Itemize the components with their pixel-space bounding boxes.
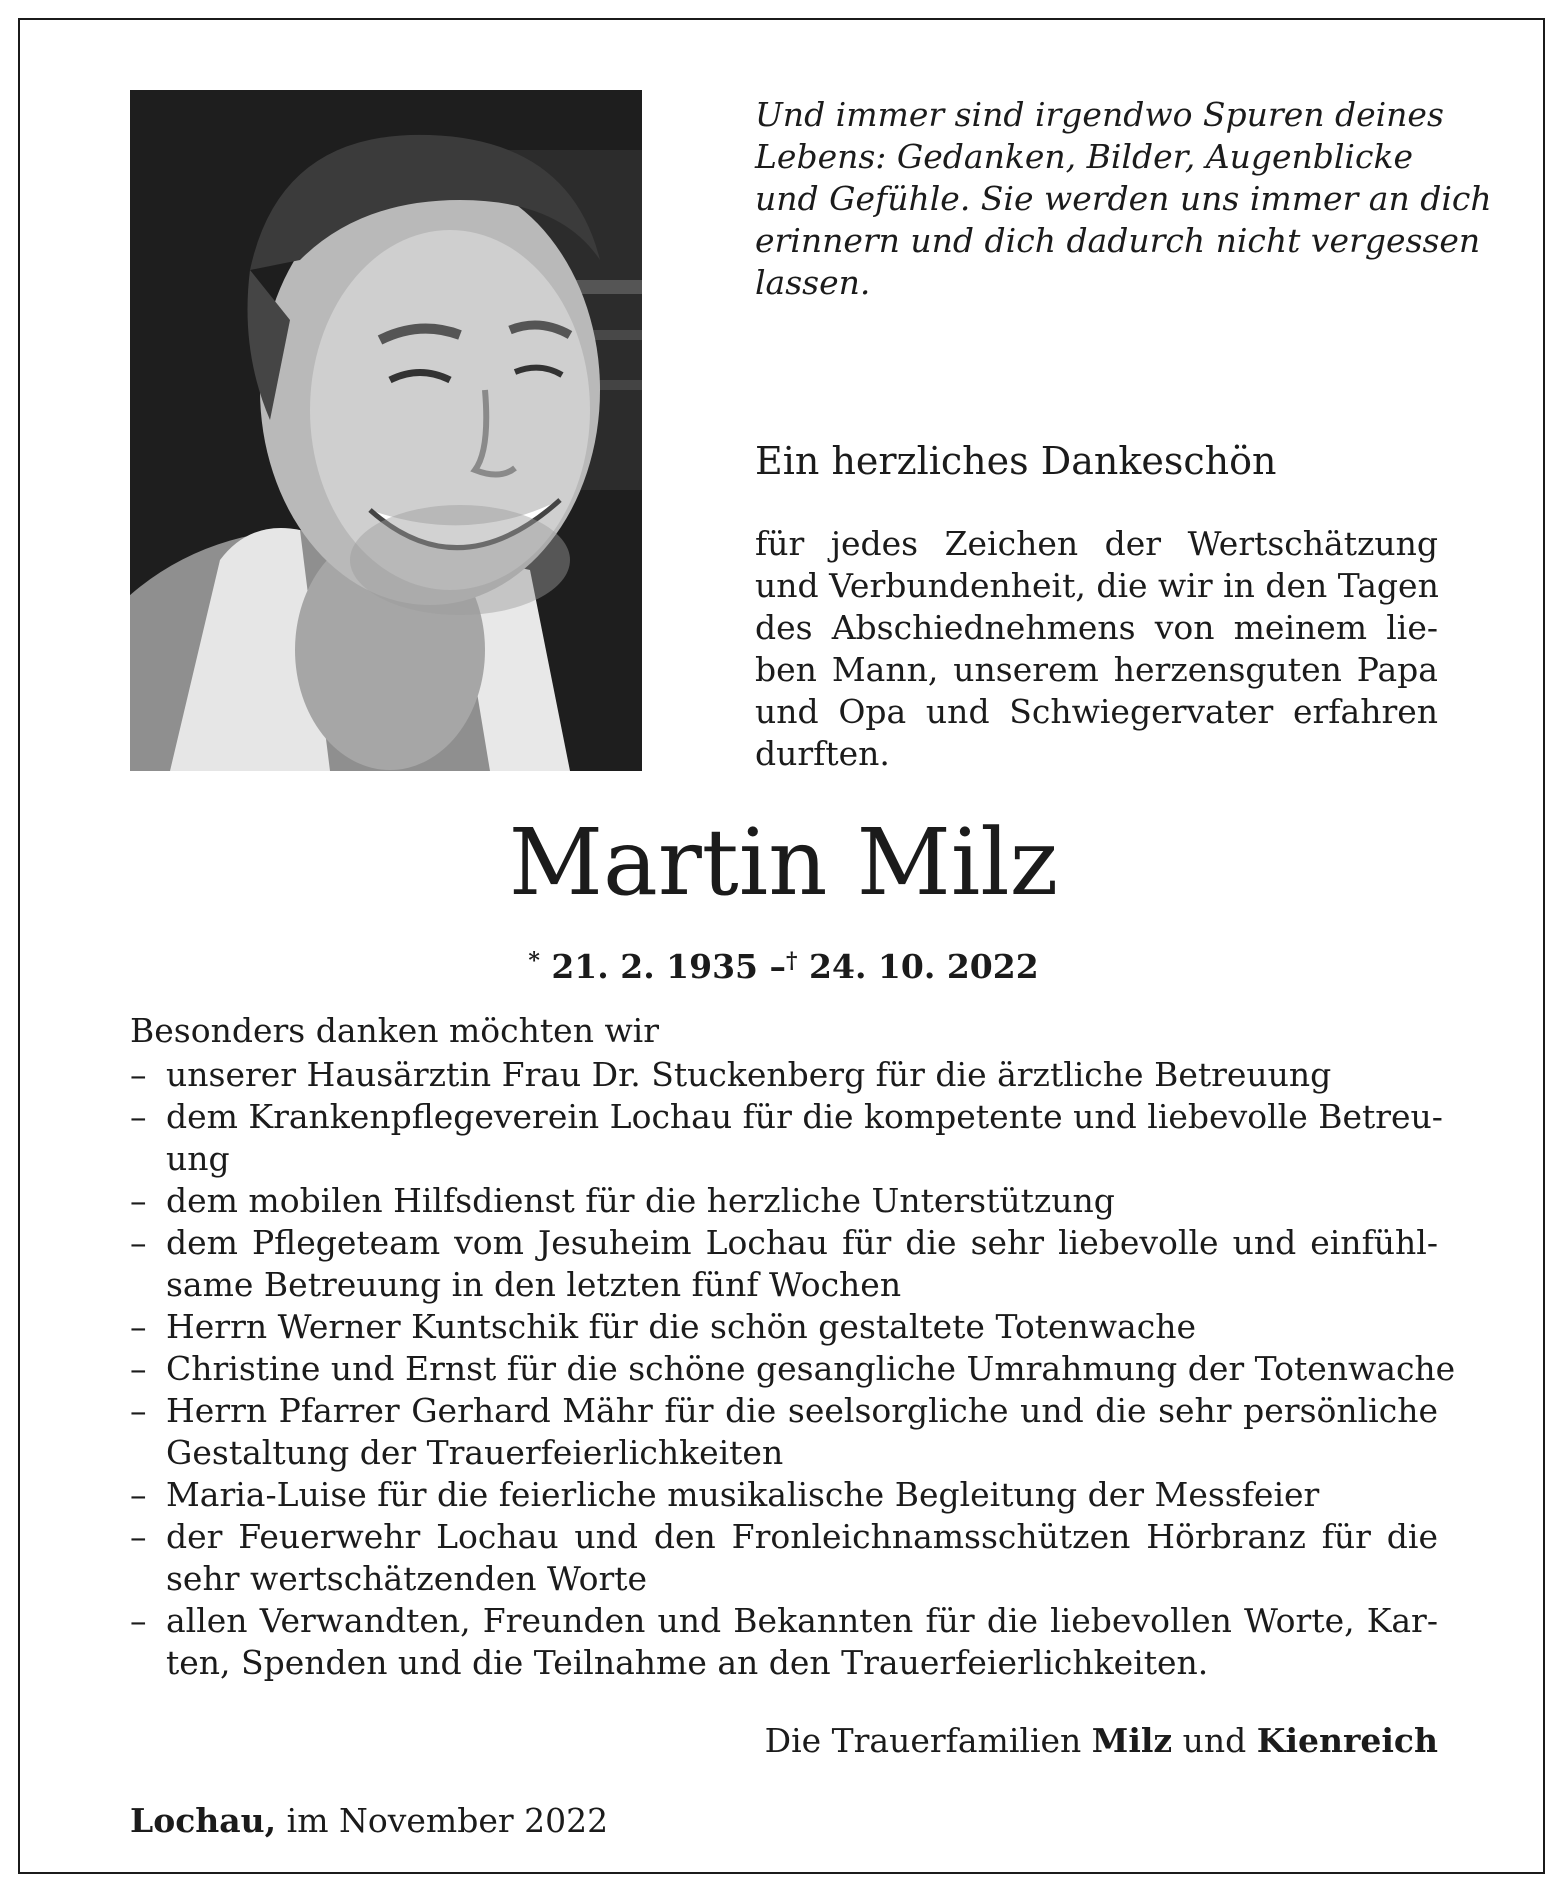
acknowledgement-item	[130, 1474, 1438, 1516]
date-separator: –	[769, 947, 787, 986]
acknowledgement-line: ten, Spenden und die Teilnahme an den Trauerfeierlichkeiten.	[166, 1643, 1209, 1682]
acknowledgement-item	[130, 1600, 1438, 1684]
acknowledgement-item	[130, 1348, 1456, 1390]
acknowledgement-line: same Betreuung in den letzten fünf Wochen	[166, 1265, 902, 1304]
list-dash: –	[130, 1391, 147, 1430]
family-name-milz: Milz	[1091, 1721, 1173, 1760]
acknowledgement-line: Christine und Ernst für die schöne gesangliche Umrahmung der Totenwache	[166, 1349, 1456, 1388]
thanks-heading: Ein herzliches Dankeschön	[755, 439, 1277, 483]
acknowledgement-line: dem Krankenpflegeverein Lochau für die kompetente und liebevolle Betreu-	[166, 1097, 1443, 1136]
list-dash: –	[130, 1055, 147, 1094]
signoff-prefix: Die Trauerfamilien	[764, 1721, 1082, 1760]
thanks-line: durften.	[755, 734, 890, 773]
place-date: im November 2022	[286, 1801, 609, 1840]
place-and-date	[130, 1800, 608, 1842]
acknowledgements-intro: Besonders danken möchten wir	[130, 1011, 660, 1050]
place-town: Lochau,	[130, 1801, 277, 1840]
birth-date: 21. 2. 1935	[551, 947, 759, 986]
quote-line: lassen.	[755, 263, 871, 302]
list-dash: –	[130, 1601, 147, 1640]
list-dash: –	[130, 1475, 147, 1514]
list-dash: –	[130, 1181, 147, 1220]
family-name-kienreich: Kienreich	[1256, 1721, 1438, 1760]
acknowledgement-line: dem Pflegeteam vom Jesuheim Lochau für die sehr liebevolle und einfühl-	[166, 1223, 1438, 1262]
quote-line: Lebens: Gedanken, Bilder, Augenblicke	[755, 137, 1413, 176]
thanks-line: ben Mann, unserem herzensguten Papa	[755, 650, 1438, 689]
deceased-name: Martin Milz	[508, 809, 1059, 916]
acknowledgement-line: dem mobilen Hilfsdienst für die herzliche Unterstützung	[166, 1181, 1115, 1220]
acknowledgement-line: Maria-Luise für die feierliche musikalische Begleitung der Messfeier	[166, 1475, 1320, 1514]
thanks-line: für jedes Zeichen der Wertschätzung	[755, 524, 1438, 563]
acknowledgement-line: unserer Hausärztin Frau Dr. Stuckenberg für die ärztliche Betreuung	[166, 1055, 1332, 1094]
death-date: 24. 10. 2022	[809, 947, 1039, 986]
memorial-quote	[755, 94, 1492, 304]
acknowledgement-line: allen Verwandten, Freunden und Bekannten für die liebevollen Worte, Kar-	[166, 1601, 1438, 1640]
thanks-paragraph	[755, 523, 1438, 775]
quote-line: Und immer sind irgendwo Spuren deines	[755, 95, 1444, 134]
list-dash: –	[130, 1307, 147, 1346]
acknowledgement-item	[130, 1054, 1438, 1096]
acknowledgement-item	[130, 1222, 1438, 1306]
acknowledgement-item	[130, 1096, 1443, 1180]
acknowledgement-item	[130, 1516, 1438, 1600]
thanks-line: des Abschiednehmens von meinem lie-	[755, 608, 1438, 647]
death-symbol: †	[786, 948, 798, 974]
acknowledgements-list	[130, 1054, 1456, 1684]
birth-symbol: *	[528, 948, 540, 974]
portrait-illustration	[130, 90, 642, 771]
list-dash: –	[130, 1223, 147, 1262]
life-dates	[0, 940, 1567, 988]
acknowledgement-item	[130, 1390, 1438, 1474]
acknowledgement-item	[130, 1306, 1438, 1348]
thanks-line: und Verbundenheit, die wir in den Tagen	[755, 566, 1439, 605]
acknowledgement-line: Gestaltung der Trauerfeierlichkeiten	[166, 1433, 784, 1472]
acknowledgement-line: Herrn Werner Kuntschik für die schön gestaltete Totenwache	[166, 1307, 1196, 1346]
quote-line: und Gefühle. Sie werden uns immer an dich	[755, 179, 1492, 218]
acknowledgement-line: der Feuerwehr Lochau und den Fronleichnamsschützen Hörbranz für die	[166, 1517, 1438, 1556]
portrait-photo	[130, 90, 642, 771]
acknowledgement-item	[130, 1180, 1438, 1222]
list-dash: –	[130, 1517, 147, 1556]
signoff	[765, 1720, 1438, 1762]
list-dash: –	[130, 1097, 147, 1136]
acknowledgement-line: Herrn Pfarrer Gerhard Mähr für die seelsorgliche und die sehr persönliche	[166, 1391, 1438, 1430]
thanks-line: und Opa und Schwiegervater erfahren	[755, 692, 1438, 731]
acknowledgement-line: ung	[166, 1139, 230, 1178]
acknowledgement-line: sehr wertschätzenden Worte	[166, 1559, 648, 1598]
list-dash: –	[130, 1349, 147, 1388]
quote-line: erinnern und dich dadurch nicht vergessen	[755, 221, 1481, 260]
signoff-conjunction: und	[1182, 1721, 1247, 1760]
